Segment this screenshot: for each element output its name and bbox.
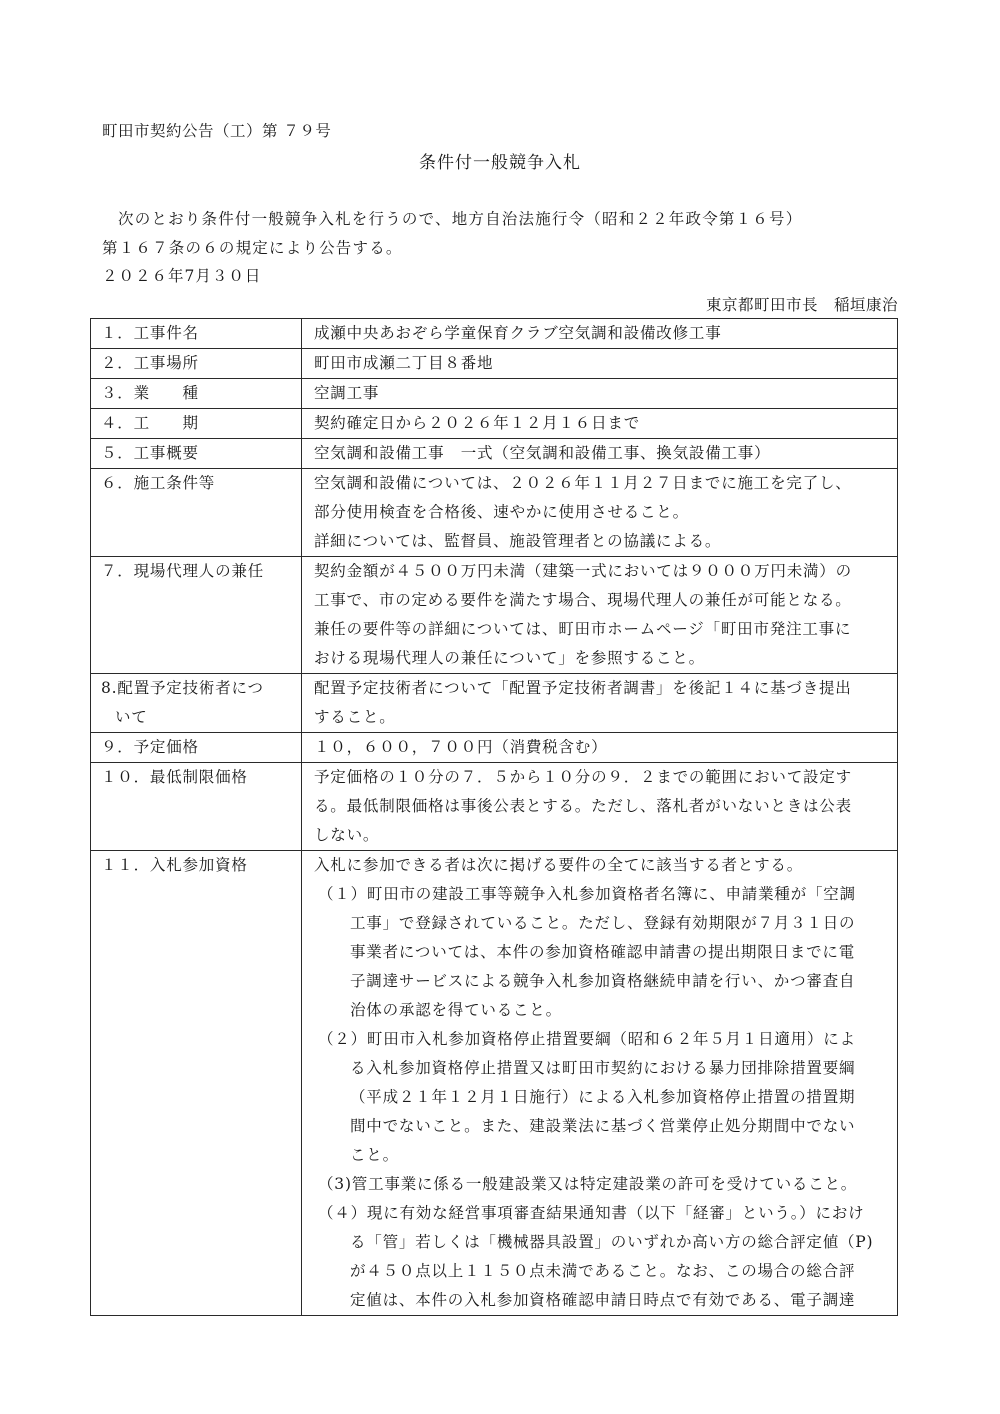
row-label-cell bbox=[91, 557, 302, 674]
row-label: ３．業 種 bbox=[101, 384, 199, 402]
qualification-clause-continued: 間中でないこと。また、建設業法に基づく営業停止処分期間中でない bbox=[350, 1117, 856, 1135]
qualification-clause-continued: こと。 bbox=[350, 1146, 399, 1164]
row-label: ５．工事概要 bbox=[101, 444, 199, 462]
intro-paragraph bbox=[102, 205, 902, 263]
qualification-clause-continued: る「管」若しくは「機械器具設置」のいずれか高い方の総合評定値（P) bbox=[350, 1233, 874, 1251]
intro-line: 次のとおり条件付一般競争入札を行うので、地方自治法施行令（昭和２２年政令第１６号） bbox=[118, 210, 803, 228]
qualification-clause-continued: 工事」で登録されていること。ただし、登録有効期限が７月３１日の bbox=[350, 914, 856, 932]
row-label: ９．予定価格 bbox=[101, 738, 199, 756]
qualification-clause-continued: 定値は、本件の入札参加資格確認申請日時点で有効である、電子調達 bbox=[350, 1291, 856, 1309]
row-content-line: 兼任の要件等の詳細については、町田市ホームページ「町田市発注工事に bbox=[314, 620, 852, 638]
notice-number: 町田市契約公告（工）第 ７９号 bbox=[102, 122, 332, 140]
qualification-clause: （２）町田市入札参加資格停止措置要綱（昭和６２年５月１日適用）によ bbox=[318, 1030, 856, 1048]
row-label: ７．現場代理人の兼任 bbox=[101, 562, 265, 580]
row-content-cell bbox=[302, 733, 898, 763]
table-row bbox=[91, 557, 898, 674]
row-content-line: 成瀬中央あおぞら学童保育クラブ空気調和設備改修工事 bbox=[314, 324, 722, 342]
row-content-cell bbox=[302, 674, 898, 733]
row-content-line: 町田市成瀬二丁目８番地 bbox=[314, 354, 494, 372]
table-row bbox=[91, 763, 898, 851]
row-label-cell bbox=[91, 439, 302, 469]
row-content-line: おける現場代理人の兼任について」を参照すること。 bbox=[314, 649, 705, 667]
row-content-line: すること。 bbox=[314, 708, 396, 726]
qualification-clause-continued: 治体の承認を得ていること。 bbox=[350, 1001, 562, 1019]
row-label: １０．最低制限価格 bbox=[101, 768, 248, 786]
notice-date: ２０２６年7月３０日 bbox=[102, 267, 262, 285]
row-label: １．工事件名 bbox=[101, 324, 199, 342]
qualification-lead: 入札に参加できる者は次に掲げる要件の全てに該当する者とする。 bbox=[314, 856, 804, 874]
row-content-cell bbox=[302, 557, 898, 674]
row-label-cell bbox=[91, 319, 302, 349]
row-content-cell bbox=[302, 409, 898, 439]
qualification-clause-continued: （平成２１年１２月１日施行）による入札参加資格停止措置の措置期 bbox=[350, 1088, 856, 1106]
row-content-cell bbox=[302, 349, 898, 379]
row-content-cell bbox=[302, 763, 898, 851]
conditions-table bbox=[90, 318, 898, 1316]
qualification-clause: （４）現に有効な経営事項審査結果通知書（以下「経審」という。）におけ bbox=[318, 1204, 865, 1222]
row-label: 8.配置予定技術者につ bbox=[101, 679, 264, 697]
qualification-clause-continued: 子調達サービスによる競争入札参加資格継続申請を行い、かつ審査自 bbox=[350, 972, 856, 990]
row-content-line: る。最低制限価格は事後公表とする。ただし、落札者がいないときは公表 bbox=[314, 797, 852, 815]
issuer-name: 東京都町田市長 稲垣康治 bbox=[705, 296, 898, 314]
row-label-cell bbox=[91, 379, 302, 409]
row-content-line: 詳細については、監督員、施設管理者との協議による。 bbox=[314, 532, 722, 550]
row-content-line: 空気調和設備については、２０２６年１１月２７日までに施工を完了し、 bbox=[314, 474, 852, 492]
table-row bbox=[91, 439, 898, 469]
table-row-qualification bbox=[91, 851, 898, 1316]
row-label-continued: いて bbox=[115, 708, 148, 726]
row-content-cell bbox=[302, 319, 898, 349]
row-label-cell bbox=[91, 469, 302, 557]
row-label: １１．入札参加資格 bbox=[101, 856, 248, 874]
row-content-cell bbox=[302, 439, 898, 469]
qualification-clause: （１）町田市の建設工事等競争入札参加資格者名簿に、申請業種が「空調 bbox=[318, 885, 856, 903]
row-content-line: 契約金額が４５００万円未満（建築一式においては９０００万円未満）の bbox=[314, 562, 852, 580]
row-content-line: 予定価格の１０分の７．５から１０分の９．２までの範囲において設定す bbox=[314, 768, 852, 786]
row-label-cell bbox=[91, 349, 302, 379]
row-content-line: 配置予定技術者について「配置予定技術者調書」を後記１４に基づき提出 bbox=[314, 679, 852, 697]
qualification-clause-continued: が４５０点以上１１５０点未満であること。なお、この場合の総合評 bbox=[350, 1262, 856, 1280]
row-content-cell bbox=[302, 469, 898, 557]
row-label-cell bbox=[91, 851, 302, 1316]
row-label-cell bbox=[91, 409, 302, 439]
qualification-clause: （3)管工事業に係る一般建設業又は特定建設業の許可を受けていること。 bbox=[318, 1175, 858, 1193]
qualification-clause-continued: る入札参加資格停止措置又は町田市契約における暴力団排除措置要綱 bbox=[350, 1059, 856, 1077]
table-row bbox=[91, 733, 898, 763]
table-row bbox=[91, 379, 898, 409]
row-content-cell bbox=[302, 851, 898, 1316]
table-row bbox=[91, 674, 898, 733]
table-row bbox=[91, 349, 898, 379]
document-title: 条件付一般競争入札 bbox=[419, 153, 581, 173]
row-content-line: しない。 bbox=[314, 826, 380, 844]
qualification-clause-continued: 事業者については、本件の参加資格確認申請書の提出期限日までに電 bbox=[350, 943, 855, 961]
row-content-line: 空気調和設備工事 一式（空気調和設備工事、換気設備工事） bbox=[314, 444, 771, 462]
row-label-cell bbox=[91, 763, 302, 851]
row-label: ４．工 期 bbox=[101, 414, 199, 432]
row-content-cell bbox=[302, 379, 898, 409]
row-label-cell bbox=[91, 733, 302, 763]
row-content-line: 空調工事 bbox=[314, 384, 380, 402]
table-row bbox=[91, 319, 898, 349]
row-content-line: 契約確定日から２０２６年１２月１６日まで bbox=[314, 414, 641, 432]
conditions-table-body bbox=[91, 319, 898, 1316]
row-content-line: 部分使用検査を合格後、速やかに使用させること。 bbox=[314, 503, 689, 521]
row-label: ６．施工条件等 bbox=[101, 474, 216, 492]
row-content-line: 工事で、市の定める要件を満たす場合、現場代理人の兼任が可能となる。 bbox=[314, 591, 852, 609]
table-row bbox=[91, 409, 898, 439]
intro-line: 第１６７条の６の規定により公告する。 bbox=[102, 239, 403, 257]
row-label: ２．工事場所 bbox=[101, 354, 199, 372]
row-content-line: １０，６００，７００円（消費税含む） bbox=[314, 738, 608, 756]
table-row bbox=[91, 469, 898, 557]
row-label-cell bbox=[91, 674, 302, 733]
